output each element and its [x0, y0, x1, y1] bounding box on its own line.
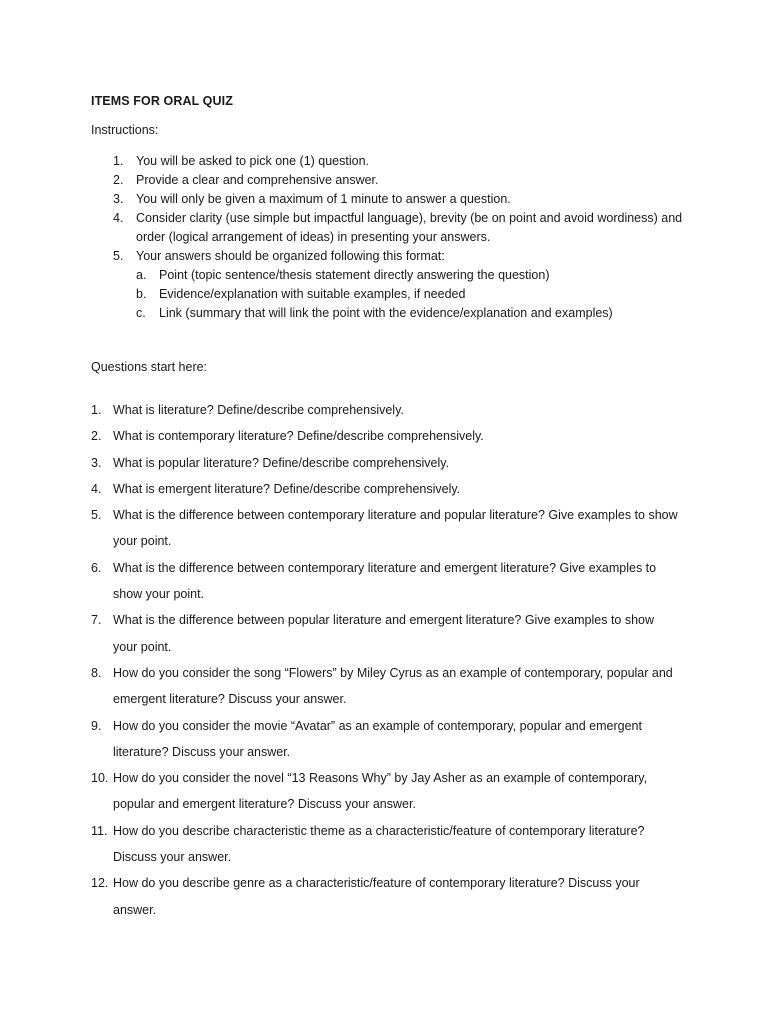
- question-text: What is the difference between contemporary literature and popular literature? Give examples to show your point.: [113, 508, 678, 549]
- question-text: What is contemporary literature? Define/describe comprehensively.: [113, 429, 484, 444]
- question-number: 10.: [91, 771, 109, 786]
- question-text: How do you describe characteristic theme as a characteristic/feature of contemporary literature? Discuss your answer.: [113, 823, 645, 865]
- question-item: [91, 870, 681, 923]
- format-item: [136, 285, 691, 304]
- instruction-text: Provide a clear and comprehensive answer.: [136, 173, 379, 187]
- format-text: Evidence/explanation with suitable examples, if needed: [159, 287, 466, 301]
- instruction-text: Consider clarity (use simple but impactful language), brevity (be on point and avoid wordiness) and order (logical arrangement of ideas) in presenting your answers.: [136, 211, 683, 244]
- question-number: 3.: [91, 455, 102, 470]
- format-text: Link (summary that will link the point with the evidence/explanation and examples): [159, 306, 613, 320]
- instructions-label: Instructions:: [91, 123, 159, 137]
- question-text: How do you consider the movie “Avatar” as an example of contemporary, popular and emergent literature? Discuss your answer.: [113, 718, 642, 759]
- question-text: What is literature? Define/describe comprehensively.: [113, 403, 404, 417]
- question-item: [91, 423, 681, 449]
- instruction-text: You will only be given a maximum of 1 minute to answer a question.: [136, 192, 511, 206]
- format-letter: a.: [136, 268, 147, 282]
- format-letter: b.: [136, 287, 147, 301]
- instruction-number: 2.: [113, 173, 124, 187]
- instruction-item: [91, 152, 691, 171]
- question-item: [91, 765, 681, 818]
- question-item: [91, 818, 681, 871]
- instruction-number: 1.: [113, 154, 124, 168]
- instruction-number: 3.: [113, 192, 124, 206]
- question-item: [91, 607, 681, 660]
- question-item: [91, 713, 681, 766]
- question-text: How do you describe genre as a characteristic/feature of contemporary literature? Discuss your answer.: [113, 876, 640, 917]
- question-item: [91, 660, 681, 713]
- instruction-item: [91, 247, 691, 323]
- question-number: 12.: [91, 876, 109, 891]
- question-item: [91, 397, 681, 423]
- format-item: [136, 266, 691, 285]
- questions-list: [91, 397, 681, 923]
- question-text: How do you consider the novel “13 Reasons Why” by Jay Asher as an example of contemporary, popular and emergent literature? Discuss your answer.: [113, 771, 648, 812]
- question-number: 1.: [91, 403, 102, 417]
- instruction-number: 4.: [113, 211, 124, 225]
- instruction-text: Your answers should be organized following this format:: [136, 249, 445, 263]
- instruction-item: [91, 190, 691, 209]
- question-item: [91, 450, 681, 476]
- instruction-item: [91, 171, 691, 190]
- instruction-item: [91, 209, 691, 247]
- question-item: [91, 555, 681, 608]
- document-title: ITEMS FOR ORAL QUIZ: [91, 94, 233, 108]
- instruction-number: 5.: [113, 249, 124, 263]
- question-item: [91, 476, 681, 502]
- question-number: 9.: [91, 718, 102, 733]
- format-letter: c.: [136, 306, 146, 320]
- questions-label: Questions start here:: [91, 360, 208, 374]
- instructions-list: [91, 152, 691, 323]
- format-text: Point (topic sentence/thesis statement directly answering the question): [159, 268, 550, 282]
- question-text: What is emergent literature? Define/describe comprehensively.: [113, 481, 461, 496]
- question-number: 7.: [91, 613, 102, 628]
- question-number: 6.: [91, 560, 102, 575]
- question-number: 8.: [91, 665, 102, 680]
- question-number: 11.: [91, 823, 108, 838]
- question-number: 2.: [91, 429, 102, 444]
- question-text: What is the difference between popular literature and emergent literature? Give examples to show your point.: [113, 613, 655, 654]
- format-sublist: [136, 266, 691, 323]
- question-text: What is popular literature? Define/describe comprehensively.: [113, 455, 450, 470]
- instruction-text: You will be asked to pick one (1) question.: [136, 154, 370, 168]
- question-number: 5.: [91, 508, 102, 523]
- question-item: [91, 502, 681, 555]
- question-number: 4.: [91, 481, 102, 496]
- format-item: [136, 304, 691, 323]
- question-text: How do you consider the song “Flowers” by Miley Cyrus as an example of contemporary, popular and emergent literature? Discuss your answer.: [113, 665, 673, 707]
- question-text: What is the difference between contemporary literature and emergent literature? Give examples to show your point.: [113, 560, 657, 602]
